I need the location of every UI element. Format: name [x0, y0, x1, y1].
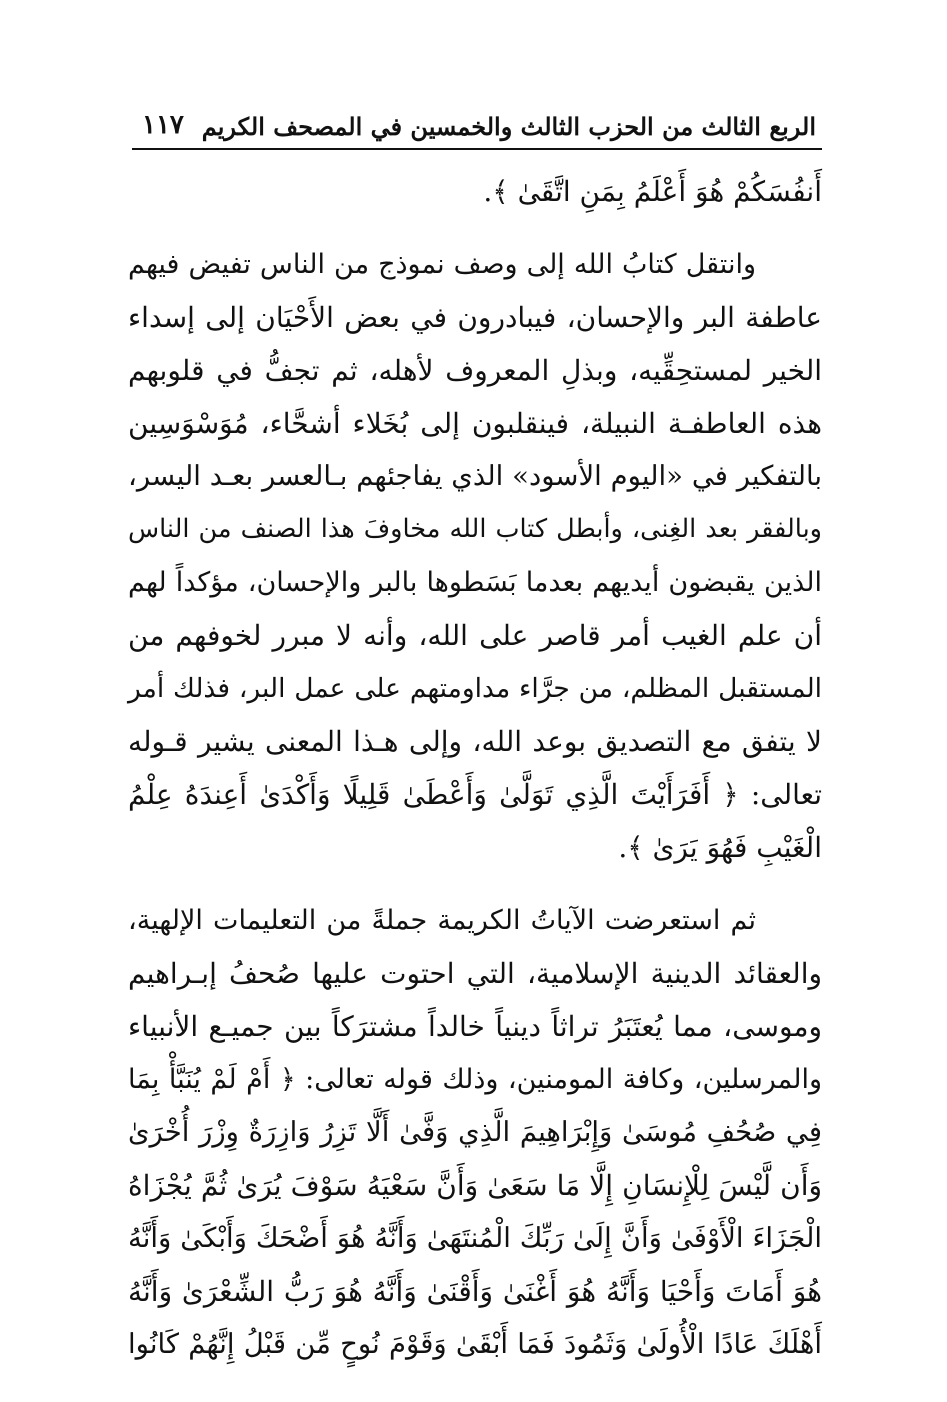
text-line: بالتفكير في «اليوم الأسود» الذي يفاجئهم بـالعسر بعـد اليسر، — [128, 460, 822, 492]
header-title: الربع الثالث من الحزب الثالث والخمسين في المصحف الكريم — [201, 112, 816, 141]
text-line: وَأَن لَّيْسَ لِلْإِنسَانِ إِلَّا مَا سَعَىٰ وَأَنَّ سَعْيَهُ سَوْفَ يُرَىٰ ثُمَّ يُجْزَاهُ — [128, 1169, 822, 1202]
text-line: هُوَ أَمَاتَ وَأَحْيَا وَأَنَّهُ هُوَ أَغْنَىٰ وَأَقْنَىٰ وَأَنَّهُ هُوَ رَبُّ الشِّعْرَىٰ وَأَنَّهُ — [128, 1275, 822, 1308]
paragraph-continuation — [128, 165, 822, 218]
text-line: لا يتفق مع التصديق بوعد الله، وإلى هـذا المعنى يشير قـوله — [128, 725, 822, 758]
text-line: أَنفُسَكُمْ هُوَ أَعْلَمُ بِمَنِ اتَّقَىٰ ﴾. — [483, 175, 822, 208]
text-line: والعقائد الدينية الإسلامية، التي احتوت عليها صُحفُ إبـراهيم — [128, 957, 822, 990]
text-line: ثم استعرضت الآياتُ الكريمة جملةً من التعليمات الإلهية، — [128, 905, 756, 936]
text-line: تعالى: ﴿ أَفَرَأَيْتَ الَّذِي تَوَلَّىٰ وَأَعْطَىٰ قَلِيلًا وَأَكْدَىٰ أَعِندَهُ عِلْمُ — [128, 778, 822, 811]
text-line: هذه العاطفـة النبيلة، فينقلبون إلى بُخَلاء أشحَّاء، مُوَسْوَسِين — [128, 407, 822, 440]
body-text — [128, 165, 822, 1371]
page-number: ١١٧ — [142, 110, 184, 140]
running-header — [132, 108, 822, 150]
text-line: الْجَزَاءَ الْأَوْفَىٰ وَأَنَّ إِلَىٰ رَبِّكَ الْمُنتَهَىٰ وَأَنَّهُ هُوَ أَضْحَكَ وَأَبْكَىٰ وَأَنَّهُ — [128, 1222, 822, 1254]
text-line: وانتقل كتابُ الله إلى وصف نموذج من الناس تفيض فيهم — [128, 249, 756, 280]
text-line: أَهْلَكَ عَادًا الْأُولَىٰ وَثَمُودَ فَمَا أَبْقَىٰ وَقَوْمَ نُوحٍ مِّن قَبْلُ إِنَّهُمْ كَانُوا — [128, 1328, 822, 1360]
text-line: أن علم الغيب أمر قاصر على الله، وأنه لا مبرر لخوفهم من — [128, 619, 822, 652]
text-line: الذين يقبضون أيديهم بعدما بَسَطوها بالبر والإحسان، مؤكداً لهم — [128, 567, 822, 598]
paragraph-generosity — [128, 238, 822, 874]
text-line: الخير لمستحِقِّيه، وبذلِ المعروف لأهله، ثم تجفُّ في قلوبهم — [128, 354, 822, 387]
text-line: المستقبل المظلم، من جرَّاء مداومتهم على عمل البر، فذلك أمر — [128, 673, 822, 704]
text-line: عاطفة البر والإحسان، فيبادرون في بعض الأَحْيَان إلى إسداء — [128, 301, 822, 334]
text-line: فِي صُحُفِ مُوسَىٰ وَإِبْرَاهِيمَ الَّذِي وَفَّىٰ أَلَّا تَزِرُ وَازِرَةٌ وِزْرَ أُخْرَىٰ — [128, 1116, 822, 1148]
text-line: الْغَيْبِ فَهُوَ يَرَىٰ ﴾. — [618, 831, 822, 864]
text-line: وبالفقر بعد الغِنى، وأبطل كتاب الله مخاوفَ هذا الصنف من الناس — [128, 514, 822, 544]
text-line: والمرسلين، وكافة المومنين، وذلك قوله تعالى: ﴿ أَمْ لَمْ يُنَبَّأْ بِمَا — [128, 1064, 822, 1095]
paragraph-scriptures — [128, 894, 822, 1371]
text-line: وموسى، مما يُعتَبَرُ تراثاً دينياً خالداً مشترَكاً بين جميـع الأنبياء — [128, 1010, 822, 1043]
